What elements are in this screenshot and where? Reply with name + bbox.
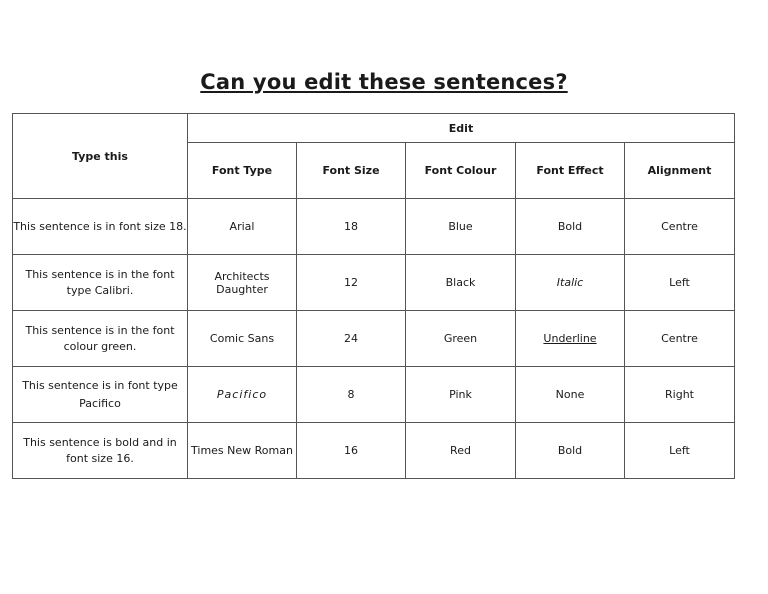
- table-row: [13, 255, 735, 311]
- table-row: [13, 367, 735, 423]
- table-row: [13, 311, 735, 367]
- alignment-cell: Left: [625, 423, 735, 479]
- alignment-cell: Centre: [625, 311, 735, 367]
- font-type-cell: Comic Sans: [188, 311, 297, 367]
- column-header-font-effect: Font Effect: [516, 143, 625, 199]
- edit-header: Edit: [188, 114, 735, 143]
- font-effect-cell: Bold: [516, 423, 625, 479]
- font-effect-cell: Bold: [516, 199, 625, 255]
- font-effect-cell: Italic: [516, 255, 625, 311]
- alignment-cell: Left: [625, 255, 735, 311]
- font-size-cell: 18: [297, 199, 406, 255]
- table-row: [13, 423, 735, 479]
- table-row: [13, 199, 735, 255]
- editing-table: [12, 113, 735, 479]
- font-size-cell: 8: [297, 367, 406, 423]
- font-colour-cell: Black: [406, 255, 516, 311]
- font-size-cell: 24: [297, 311, 406, 367]
- sentence-cell[interactable]: This sentence is in font size 18.: [13, 199, 188, 255]
- font-effect-cell: None: [516, 367, 625, 423]
- font-colour-cell: Blue: [406, 199, 516, 255]
- column-header-font-colour: Font Colour: [406, 143, 516, 199]
- header-row-edit: [13, 114, 735, 143]
- font-type-cell: Arial: [188, 199, 297, 255]
- font-colour-cell: Red: [406, 423, 516, 479]
- font-type-cell: Pacifico: [188, 367, 297, 423]
- sentence-cell[interactable]: This sentence is in font type Pacifico: [13, 367, 188, 423]
- font-type-cell: Times New Roman: [188, 423, 297, 479]
- sentence-cell[interactable]: This sentence is bold and in font size 16.: [13, 423, 188, 479]
- page-title: Can you edit these sentences?: [200, 70, 568, 94]
- sentence-cell[interactable]: This sentence is in the font type Calibri.: [13, 255, 188, 311]
- font-type-cell: Architects Daughter: [188, 255, 297, 311]
- alignment-cell: Centre: [625, 199, 735, 255]
- sentence-cell[interactable]: This sentence is in the font colour green.: [13, 311, 188, 367]
- alignment-cell: Right: [625, 367, 735, 423]
- column-header-font-size: Font Size: [297, 143, 406, 199]
- font-size-cell: 12: [297, 255, 406, 311]
- column-header-font-type: Font Type: [188, 143, 297, 199]
- font-colour-cell: Pink: [406, 367, 516, 423]
- column-header-alignment: Alignment: [625, 143, 735, 199]
- type-this-header: Type this: [13, 114, 188, 199]
- font-effect-cell: Underline: [516, 311, 625, 367]
- font-colour-cell: Green: [406, 311, 516, 367]
- font-size-cell: 16: [297, 423, 406, 479]
